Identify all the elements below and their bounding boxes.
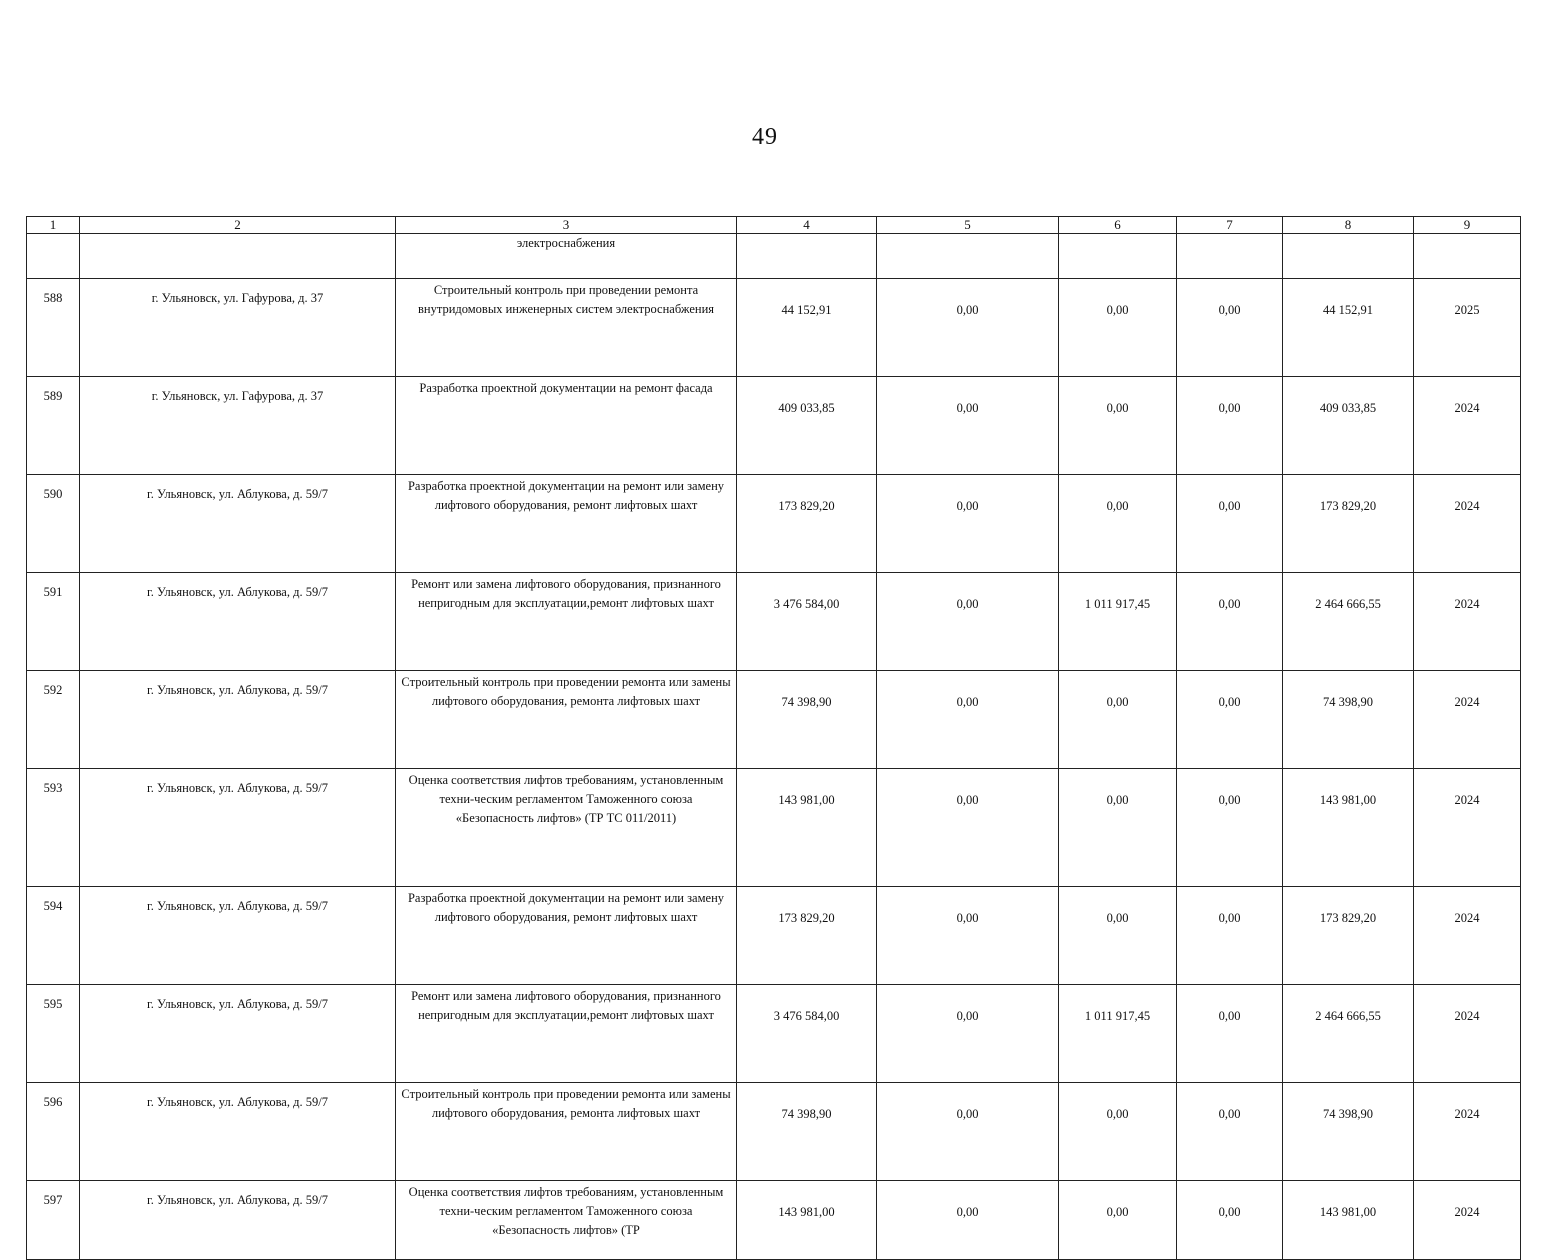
row-number: 592: [27, 671, 80, 769]
table-row: [27, 1181, 1521, 1260]
table-row: [27, 475, 1521, 573]
total-cost-cell: 173 829,20: [737, 475, 877, 573]
year-cell: 2024: [1414, 1181, 1521, 1260]
work-description-cell: Ремонт или замена лифтового оборудования, признанного непригодным для эксплуатации,ремонт лифтовых шахт: [396, 985, 737, 1083]
year-cell: 2024: [1414, 377, 1521, 475]
row-number: 597: [27, 1181, 80, 1260]
table-row: [27, 887, 1521, 985]
column-6-cell: 0,00: [1059, 475, 1177, 573]
column-8-cell: 74 398,90: [1283, 671, 1414, 769]
column-6-cell: 0,00: [1059, 1181, 1177, 1260]
total-cost-cell: 143 981,00: [737, 1181, 877, 1260]
column-header: 9: [1414, 217, 1521, 234]
row-number: 593: [27, 769, 80, 887]
column-6-cell: 0,00: [1059, 769, 1177, 887]
column-8-cell: 409 033,85: [1283, 377, 1414, 475]
column-6-cell: 0,00: [1059, 279, 1177, 377]
table-row: [27, 1083, 1521, 1181]
total-cost-cell: 409 033,85: [737, 377, 877, 475]
work-description-cell: Оценка соответствия лифтов требованиям, установленным техни-ческим регламентом Таможенного союза «Безопасность лифтов» (ТР ТС 011/2011): [396, 769, 737, 887]
year-cell: 2024: [1414, 985, 1521, 1083]
total-cost-cell: 3 476 584,00: [737, 985, 877, 1083]
row-number: 594: [27, 887, 80, 985]
column-header: 1: [27, 217, 80, 234]
work-description-cell: Разработка проектной документации на ремонт или замену лифтового оборудования, ремонт лифтовых шахт: [396, 475, 737, 573]
work-description-cell: Строительный контроль при проведении ремонта внутридомовых инженерных систем электроснабжения: [396, 279, 737, 377]
column-header: 7: [1177, 217, 1283, 234]
column-7-cell: 0,00: [1177, 671, 1283, 769]
year-cell: 2024: [1414, 887, 1521, 985]
year-cell: 2024: [1414, 573, 1521, 671]
column-header: 5: [877, 217, 1059, 234]
column-7-cell: 0,00: [1177, 377, 1283, 475]
column-6-cell: 0,00: [1059, 887, 1177, 985]
address-cell: г. Ульяновск, ул. Аблукова, д. 59/7: [80, 1181, 396, 1260]
column-6-cell: 1 011 917,45: [1059, 985, 1177, 1083]
address-cell: г. Ульяновск, ул. Аблукова, д. 59/7: [80, 769, 396, 887]
column-6-cell: 1 011 917,45: [1059, 573, 1177, 671]
total-cost-cell: 173 829,20: [737, 887, 877, 985]
address-cell: г. Ульяновск, ул. Аблукова, д. 59/7: [80, 887, 396, 985]
year-cell: 2024: [1414, 769, 1521, 887]
column-header: 6: [1059, 217, 1177, 234]
total-cost-cell: 74 398,90: [737, 1083, 877, 1181]
continuation-row: [27, 234, 1521, 279]
column-5-cell: 0,00: [877, 377, 1059, 475]
column-8-cell: 173 829,20: [1283, 475, 1414, 573]
column-header: 8: [1283, 217, 1414, 234]
column-5-cell: 0,00: [877, 573, 1059, 671]
address-cell: г. Ульяновск, ул. Гафурова, д. 37: [80, 377, 396, 475]
column-5-cell: 0,00: [877, 887, 1059, 985]
column-5-cell: 0,00: [877, 475, 1059, 573]
column-5-cell: 0,00: [877, 985, 1059, 1083]
work-description-cell: Разработка проектной документации на ремонт или замену лифтового оборудования, ремонт лифтовых шахт: [396, 887, 737, 985]
column-8-cell: 143 981,00: [1283, 769, 1414, 887]
row-number: 588: [27, 279, 80, 377]
column-header: 3: [396, 217, 737, 234]
column-8-cell: 44 152,91: [1283, 279, 1414, 377]
row-number: 590: [27, 475, 80, 573]
column-8-cell: 2 464 666,55: [1283, 985, 1414, 1083]
column-8-cell: 2 464 666,55: [1283, 573, 1414, 671]
year-cell: 2025: [1414, 279, 1521, 377]
column-7-cell: 0,00: [1177, 769, 1283, 887]
column-5-cell: 0,00: [877, 1181, 1059, 1260]
work-description-cell: Разработка проектной документации на ремонт фасада: [396, 377, 737, 475]
year-cell: 2024: [1414, 1083, 1521, 1181]
table-row: [27, 985, 1521, 1083]
column-8-cell: 173 829,20: [1283, 887, 1414, 985]
column-7-cell: 0,00: [1177, 1181, 1283, 1260]
row-number: 589: [27, 377, 80, 475]
address-cell: г. Ульяновск, ул. Гафурова, д. 37: [80, 279, 396, 377]
column-6-cell: 0,00: [1059, 377, 1177, 475]
column-7-cell: 0,00: [1177, 887, 1283, 985]
table-row: [27, 279, 1521, 377]
total-cost-cell: 143 981,00: [737, 769, 877, 887]
table-row: [27, 377, 1521, 475]
column-6-cell: 0,00: [1059, 1083, 1177, 1181]
column-number-header-row: [27, 217, 1521, 234]
address-cell: г. Ульяновск, ул. Аблукова, д. 59/7: [80, 475, 396, 573]
year-cell: 2024: [1414, 475, 1521, 573]
total-cost-cell: 74 398,90: [737, 671, 877, 769]
column-8-cell: 74 398,90: [1283, 1083, 1414, 1181]
column-header: 4: [737, 217, 877, 234]
work-description-cell: Строительный контроль при проведении ремонта или замены лифтового оборудования, ремонта лифтовых шахт: [396, 671, 737, 769]
address-cell: г. Ульяновск, ул. Аблукова, д. 59/7: [80, 671, 396, 769]
column-header: 2: [80, 217, 396, 234]
column-7-cell: 0,00: [1177, 1083, 1283, 1181]
column-5-cell: 0,00: [877, 279, 1059, 377]
row-number: 596: [27, 1083, 80, 1181]
column-7-cell: 0,00: [1177, 279, 1283, 377]
total-cost-cell: 44 152,91: [737, 279, 877, 377]
column-6-cell: 0,00: [1059, 671, 1177, 769]
table-row: [27, 573, 1521, 671]
total-cost-cell: 3 476 584,00: [737, 573, 877, 671]
year-cell: 2024: [1414, 671, 1521, 769]
column-7-cell: 0,00: [1177, 573, 1283, 671]
repair-register-table: [26, 216, 1521, 1260]
column-7-cell: 0,00: [1177, 475, 1283, 573]
row-number: 595: [27, 985, 80, 1083]
work-description-cell: Ремонт или замена лифтового оборудования, признанного непригодным для эксплуатации,ремонт лифтовых шахт: [396, 573, 737, 671]
column-5-cell: 0,00: [877, 1083, 1059, 1181]
continuation-text: электроснабжения: [396, 234, 737, 279]
table-row: [27, 671, 1521, 769]
page-number: 49: [752, 124, 778, 150]
address-cell: г. Ульяновск, ул. Аблукова, д. 59/7: [80, 1083, 396, 1181]
column-5-cell: 0,00: [877, 671, 1059, 769]
address-cell: г. Ульяновск, ул. Аблукова, д. 59/7: [80, 985, 396, 1083]
row-number: 591: [27, 573, 80, 671]
work-description-cell: Оценка соответствия лифтов требованиям, установленным техни-ческим регламентом Таможенного союза «Безопасность лифтов» (ТР: [396, 1181, 737, 1260]
column-7-cell: 0,00: [1177, 985, 1283, 1083]
address-cell: г. Ульяновск, ул. Аблукова, д. 59/7: [80, 573, 396, 671]
column-8-cell: 143 981,00: [1283, 1181, 1414, 1260]
table-row: [27, 769, 1521, 887]
column-5-cell: 0,00: [877, 769, 1059, 887]
work-description-cell: Строительный контроль при проведении ремонта или замены лифтового оборудования, ремонта лифтовых шахт: [396, 1083, 737, 1181]
